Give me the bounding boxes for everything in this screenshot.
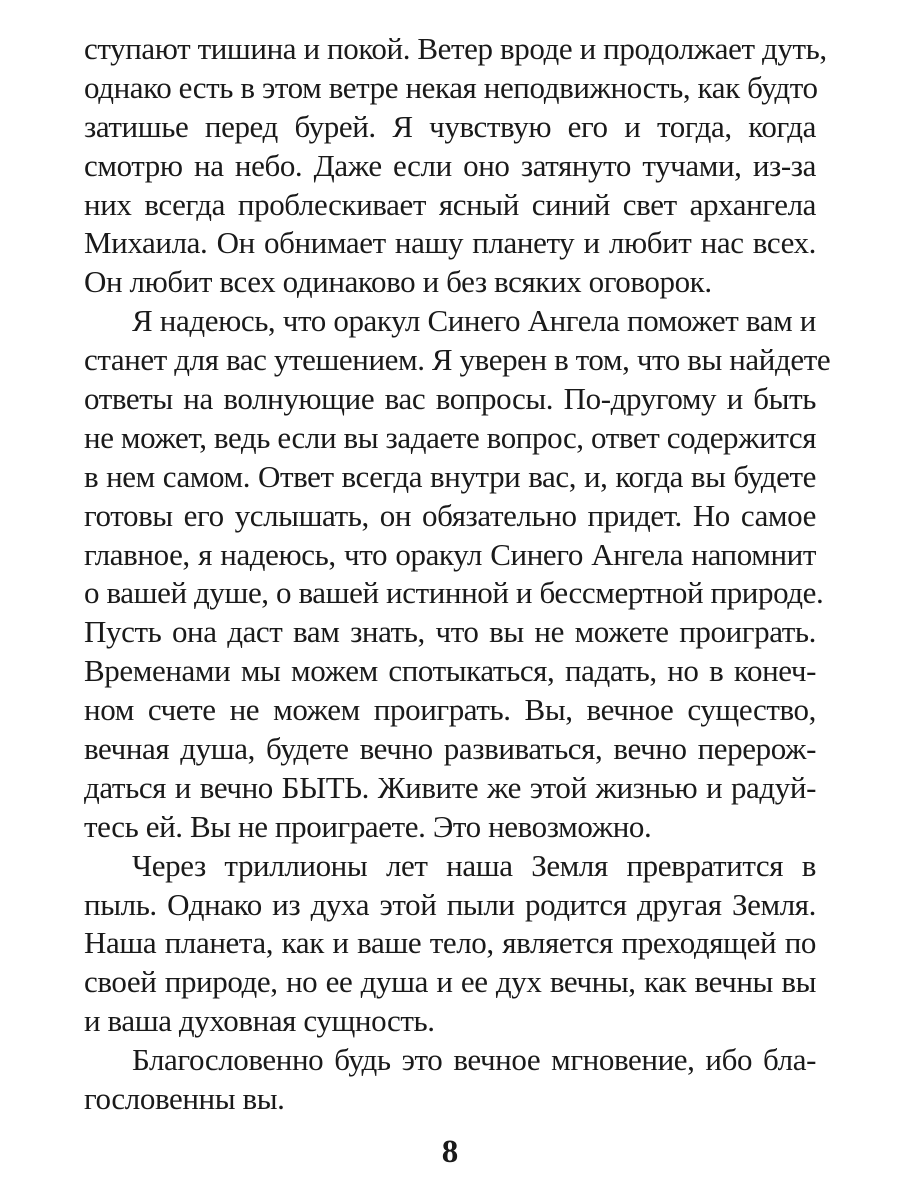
text-line: Через триллионы лет наша Земля превратится в bbox=[132, 847, 816, 883]
text-line: однако есть в этом ветре некая неподвижность, как будто bbox=[84, 69, 818, 105]
text-line: тесь ей. Вы не проиграете. Это невозможно. bbox=[84, 808, 652, 844]
text-line: не может, ведь если вы задаете вопрос, ответ содержится bbox=[84, 419, 817, 455]
text-line: станет для вас утешением. Я уверен в том, что вы найдете bbox=[84, 342, 831, 378]
text-line: ном счете не можем проиграть. Вы, вечное существо, bbox=[84, 692, 816, 728]
page-text bbox=[84, 30, 831, 1119]
text-line: Временами мы можем спотыкаться, падать, но в конеч- bbox=[84, 653, 816, 689]
text-line: ступают тишина и покой. Ветер вроде и продолжает дуть, bbox=[84, 31, 827, 66]
text-line: Михаила. Он обнимает нашу планету и любит нас всех. bbox=[84, 225, 816, 261]
text-line: Он любит всех одинаково и без всяких оговорок. bbox=[84, 264, 712, 300]
text-line: Благословенно будь это вечное мгновение, ибо бла- bbox=[132, 1042, 816, 1078]
text-line: в нем самом. Ответ всегда внутри вас, и, когда вы будете bbox=[84, 458, 816, 494]
text-line: них всегда проблескивает ясный синий свет архангела bbox=[84, 186, 816, 222]
text-line: Я надеюсь, что оракул Синего Ангела поможет вам и bbox=[132, 303, 816, 339]
text-line: Пусть она даст вам знать, что вы не можете проиграть. bbox=[84, 614, 816, 650]
text-line: гословенны вы. bbox=[84, 1081, 285, 1117]
text-line: своей природе, но ее душа и ее дух вечны, как вечны вы bbox=[84, 964, 816, 1000]
text-line: о вашей душе, о вашей истинной и бессмертной природе. bbox=[84, 575, 824, 611]
text-line: Наша планета, как и ваше тело, является преходящей по bbox=[84, 925, 816, 961]
page-number: 8 bbox=[441, 1134, 459, 1170]
text-line: пыль. Однако из духа этой пыли родится другая Земля. bbox=[84, 886, 816, 922]
text-line: даться и вечно БЫТЬ. Живите же этой жизнью и радуй- bbox=[84, 769, 816, 805]
text-line: и ваша духовная сущность. bbox=[84, 1003, 435, 1039]
text-line: смотрю на небо. Даже если оно затянуто тучами, из-за bbox=[84, 147, 816, 183]
text-line: вечная душа, будете вечно развиваться, вечно перерож- bbox=[84, 731, 816, 767]
text-line: главное, я надеюсь, что оракул Синего Ангела напомнит bbox=[84, 536, 816, 572]
text-line: ответы на волнующие вас вопросы. По-другому и быть bbox=[84, 381, 816, 417]
text-line: готовы его услышать, он обязательно придет. Но самое bbox=[84, 497, 816, 533]
text-line: затишье перед бурей. Я чувствую его и тогда, когда bbox=[84, 108, 816, 144]
